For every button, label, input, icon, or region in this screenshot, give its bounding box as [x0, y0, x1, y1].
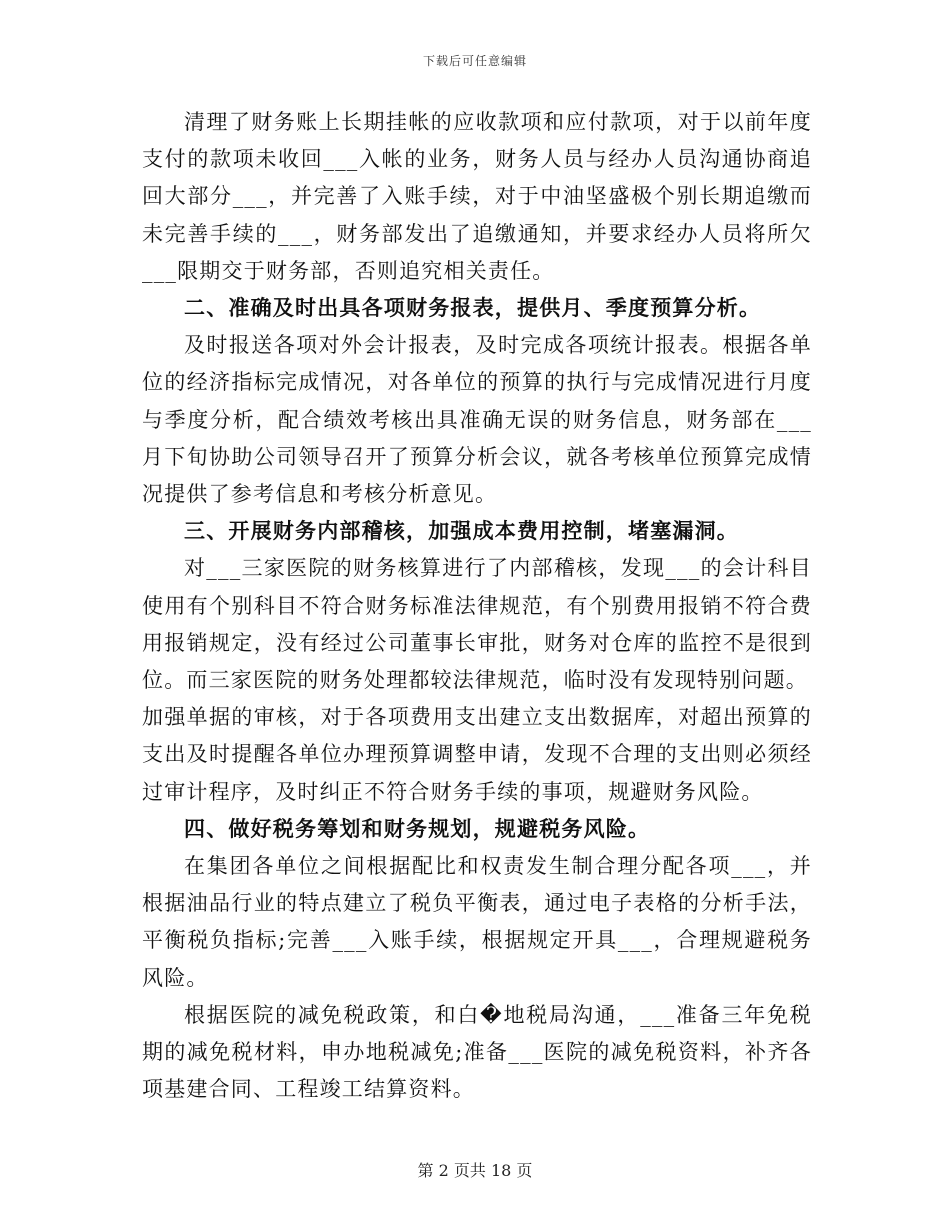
paragraph: 清理了财务账上长期挂帐的应收款项和应付款项，对于以前年度支付的款项未收回___入帐的业务，财务人员与经办人员沟通协商追回大部分___，并完善了入账手续，对于中油坚盛极个别长期追缴而未完善手续的___，财务部发出了追缴通知，并要求经办人员将所欠___限期交于财务部，否则追究相关责任。 — [142, 110, 812, 283]
paragraph: 在集团各单位之间根据配比和权责发生制合理分配各项___，并根据油品行业的特点建立了税负平衡表，通过电子表格的分析手法，平衡税负指标;完善___入账手续，根据规定开具___，合理规避税务风险。 — [142, 854, 812, 990]
section-heading: 四、做好税务筹划和财务规划，规避税务风险。 — [184, 816, 651, 841]
document-body — [142, 104, 812, 1108]
page-number: 第 2 页共 18 页 — [417, 1161, 533, 1180]
paragraph: 对___三家医院的财务核算进行了内部稽核，发现___的会计科目使用有个别科目不符合财务标准法律规范，有个别费用报销不符合费用报销规定，没有经过公司董事长审批，财务对仓库的监控不是很到位。而三家医院的财务处理都较法律规范，临时没有发现特别问题。 — [142, 556, 812, 693]
paragraph: 及时报送各项对外会计报表，及时完成各项统计报表。根据各单位的经济指标完成情况，对各单位的预算的执行与完成情况进行月度与季度分析，配合绩效考核出具准确无误的财务信息，财务部在___月下旬协助公司领导召开了预算分析会议，就各考核单位预算完成情况提供了参考信息和考核分析意见。 — [142, 333, 812, 507]
paragraph-no-indent: 加强单据的审核，对于各项费用支出建立支出数据库，对超出预算的支出及时提醒各单位办理预算调整申请，发现不合理的支出则必须经过审计程序，及时纠正不符合财务手续的事项，规避财务风险。 — [142, 705, 812, 804]
section-heading: 三、开展财务内部稽核，加强成本费用控制，堵塞漏洞。 — [184, 519, 739, 544]
page-header-note: 下载后可任意编辑 — [422, 54, 527, 68]
paragraph: 根据医院的减免税政策，和白�地税局沟通，___准备三年免税期的减免税材料，申办地税减免;准备___医院的减免税资料，补齐各项基建合同、工程竣工结算资料。 — [142, 1002, 812, 1102]
section-heading: 二、准确及时出具各项财务报表，提供月、季度预算分析。 — [184, 296, 762, 321]
